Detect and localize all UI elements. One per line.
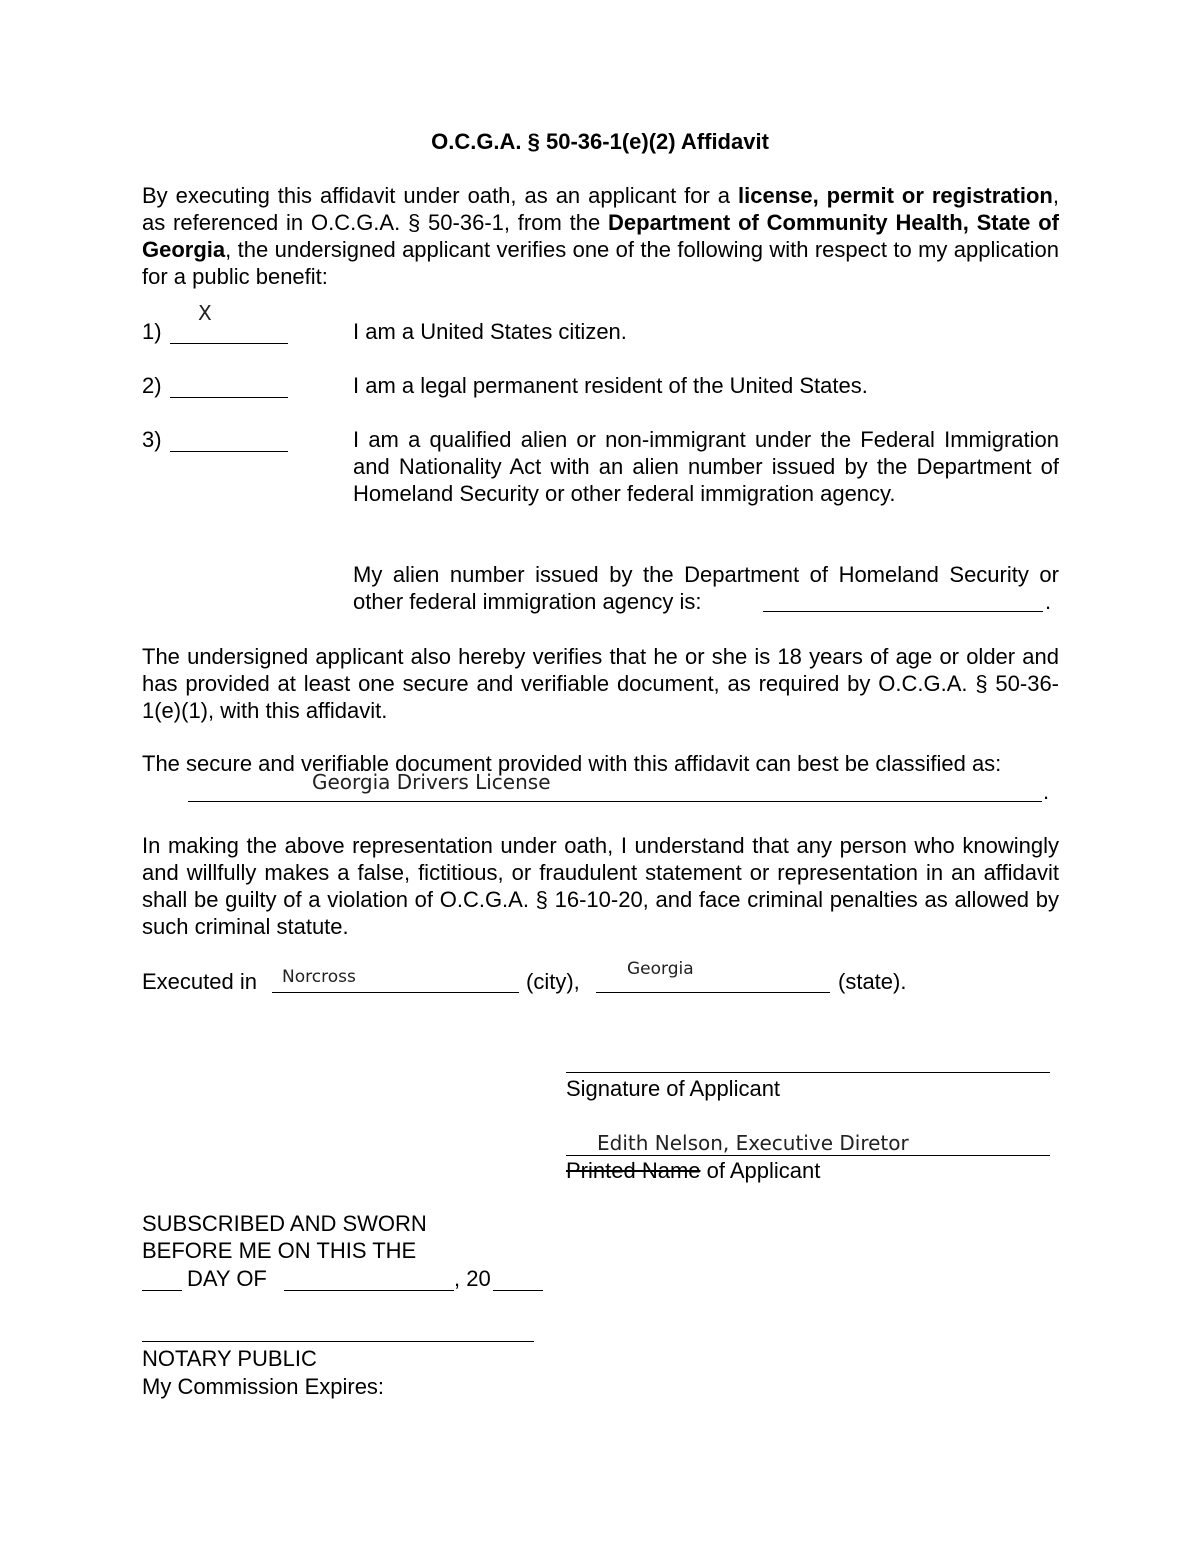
notary-line-1: SUBSCRIBED AND SWORN — [142, 1211, 427, 1236]
city-label: (city), — [526, 969, 580, 994]
notary-day-of: DAY OF — [187, 1266, 267, 1291]
option-3-text: I am a qualified alien or non-immigrant under the Federal Immigration and Nationality Act with an alien number issued by the Department of Homeland Security or other federal immigration agency. — [353, 427, 1059, 506]
option-1-text: I am a United States citizen. — [353, 319, 627, 344]
intro-paragraph: By executing this affidavit under oath, as an applicant for a license, permit or registration, as referenced in O.C.G.A. § 50-36-1, from the Department of Community Health, State of Georgia, the undersigned applicant verifies one of the following with respect to my application for a public benefit: — [142, 183, 1059, 289]
notary-year-prefix: , 20 — [454, 1266, 491, 1291]
notary-month-blank[interactable] — [284, 1290, 454, 1291]
option-1-number: 1) — [142, 319, 162, 344]
state-value: Georgia — [627, 959, 694, 979]
option-3-number: 3) — [142, 427, 162, 452]
document-period: . — [1043, 779, 1050, 804]
city-value: Norcross — [282, 967, 356, 987]
option-2-number: 2) — [142, 373, 162, 398]
option-2-blank[interactable] — [170, 397, 288, 398]
printed-name-line[interactable] — [566, 1155, 1050, 1156]
printed-name-label: Printed Name of Applicant — [566, 1158, 821, 1183]
option-1-blank[interactable] — [170, 343, 288, 344]
document-title: O.C.G.A. § 50-36-1(e)(2) Affidavit — [431, 129, 769, 154]
state-label: (state). — [838, 969, 907, 994]
state-blank[interactable] — [596, 992, 830, 993]
document-value: Georgia Drivers License — [312, 770, 551, 794]
document-blank[interactable] — [188, 801, 1042, 802]
signature-line[interactable] — [566, 1072, 1050, 1073]
notary-line-2: BEFORE ME ON THIS THE — [142, 1238, 417, 1263]
alien-number-period: . — [1045, 589, 1052, 614]
document-paragraph: The secure and verifiable document provided with this affidavit can best be classified as: — [142, 751, 1002, 776]
option-3-blank[interactable] — [170, 451, 288, 452]
notary-public-label: NOTARY PUBLIC — [142, 1346, 317, 1371]
commission-expires-label: My Commission Expires: — [142, 1374, 385, 1399]
executed-prefix: Executed in — [142, 969, 257, 994]
age-paragraph: The undersigned applicant also hereby verifies that he or she is 18 years of age or older and has provided at least one secure and verifiable document, as required by O.C.G.A. § 50-36-1(e)(1), with this affidavit. — [142, 644, 1059, 723]
option-1-mark: X — [198, 301, 212, 325]
printed-name-value: Edith Nelson, Executive Diretor — [597, 1131, 909, 1155]
signature-label: Signature of Applicant — [566, 1076, 781, 1101]
notary-year-blank[interactable] — [493, 1290, 543, 1291]
penalty-paragraph: In making the above representation under oath, I understand that any person who knowingly and willfully makes a false, fictitious, or fraudulent statement or representation in an affidavit shall be guilty of a violation of O.C.G.A. § 16-10-20, and face criminal penalties as allowed by such criminal statute. — [142, 833, 1059, 939]
notary-day-blank[interactable] — [142, 1290, 182, 1291]
alien-number-blank[interactable] — [763, 611, 1043, 612]
alien-number-paragraph: My alien number issued by the Department of Homeland Security or other federal immigration agency is: — [353, 562, 1059, 614]
option-2-text: I am a legal permanent resident of the United States. — [353, 373, 868, 398]
city-blank[interactable] — [272, 992, 519, 993]
notary-signature-line[interactable] — [142, 1341, 534, 1342]
